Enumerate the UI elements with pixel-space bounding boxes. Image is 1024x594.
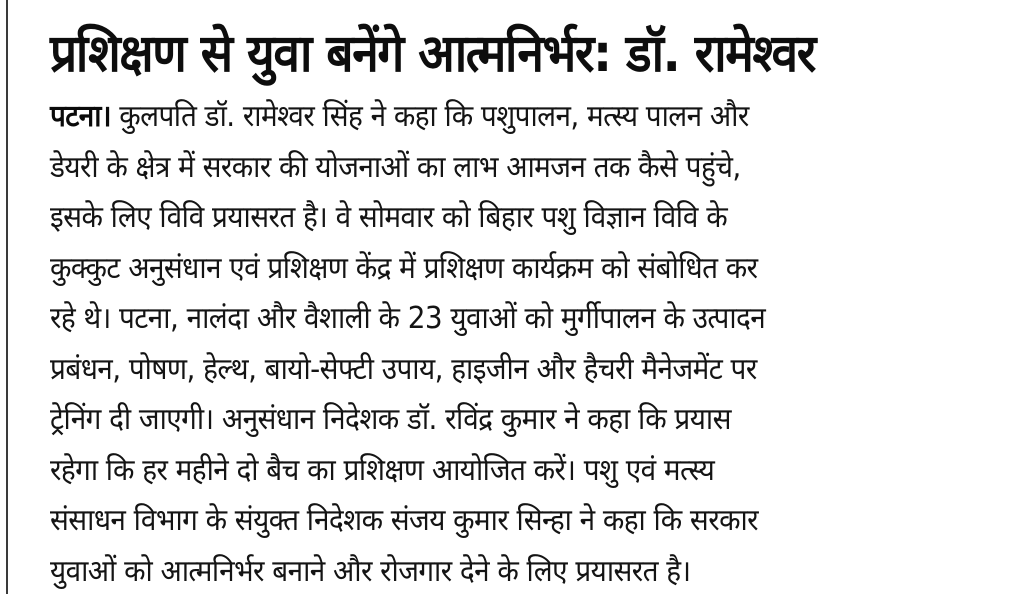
article-body — [50, 92, 1010, 594]
article-body-line-1 — [50, 92, 943, 143]
news-article — [50, 18, 1010, 594]
article-body-line-5: रहे थे। पटना, नालंदा और वैशाली के 23 युवाओं को मुर्गीपालन के उत्पादन — [50, 301, 766, 336]
article-body-line-8: रहेगा कि हर महीने दो बैच का प्रशिक्षण आयोजित करें। पशु एवं मत्स्य — [50, 452, 715, 488]
article-body-line-9: संसाधन विभाग के संयुक्त निदेशक संजय कुमार सिन्हा ने कहा कि सरकार — [50, 503, 759, 538]
article-body-line-1-text: कुलपति डॉ. रामेश्वर सिंह ने कहा कि पशुपालन, मत्स्य पालन और — [110, 99, 749, 134]
article-body-line-7: ट्रेनिंग दी जाएगी। अनुसंधान निदेशक डॉ. रविंद्र कुमार ने कहा कि प्रयास — [50, 402, 731, 437]
article-body-line-4: कुक्कुट अनुसंधान एवं प्रशिक्षण केंद्र में प्रशिक्षण कार्यक्रम को संबोधित कर — [50, 250, 758, 286]
article-body-line-2: डेयरी के क्षेत्र में सरकार की योजनाओं का लाभ आमजन तक कैसे पहुंचे, — [50, 149, 741, 185]
article-headline: प्रशिक्षण से युवा बनेंगे आत्मनिर्भर: डॉ. रामेश्वर — [50, 24, 815, 84]
article-body-line-3: इसके लिए विवि प्रयासरत है। वे सोमवार को बिहार पशु विज्ञान विवि के — [50, 200, 728, 235]
article-body-line-6: प्रबंधन, पोषण, हेल्थ, बायो-सेफ्टी उपाय, हाइजीन और हैचरी मैनेजमेंट पर — [50, 351, 757, 387]
article-body-line-10: युवाओं को आत्मनिर्भर बनाने और रोजगार देने के लिए प्रयासरत है। — [50, 553, 691, 589]
article-dateline: पटना। — [50, 99, 111, 134]
column-divider-line — [6, 0, 8, 594]
